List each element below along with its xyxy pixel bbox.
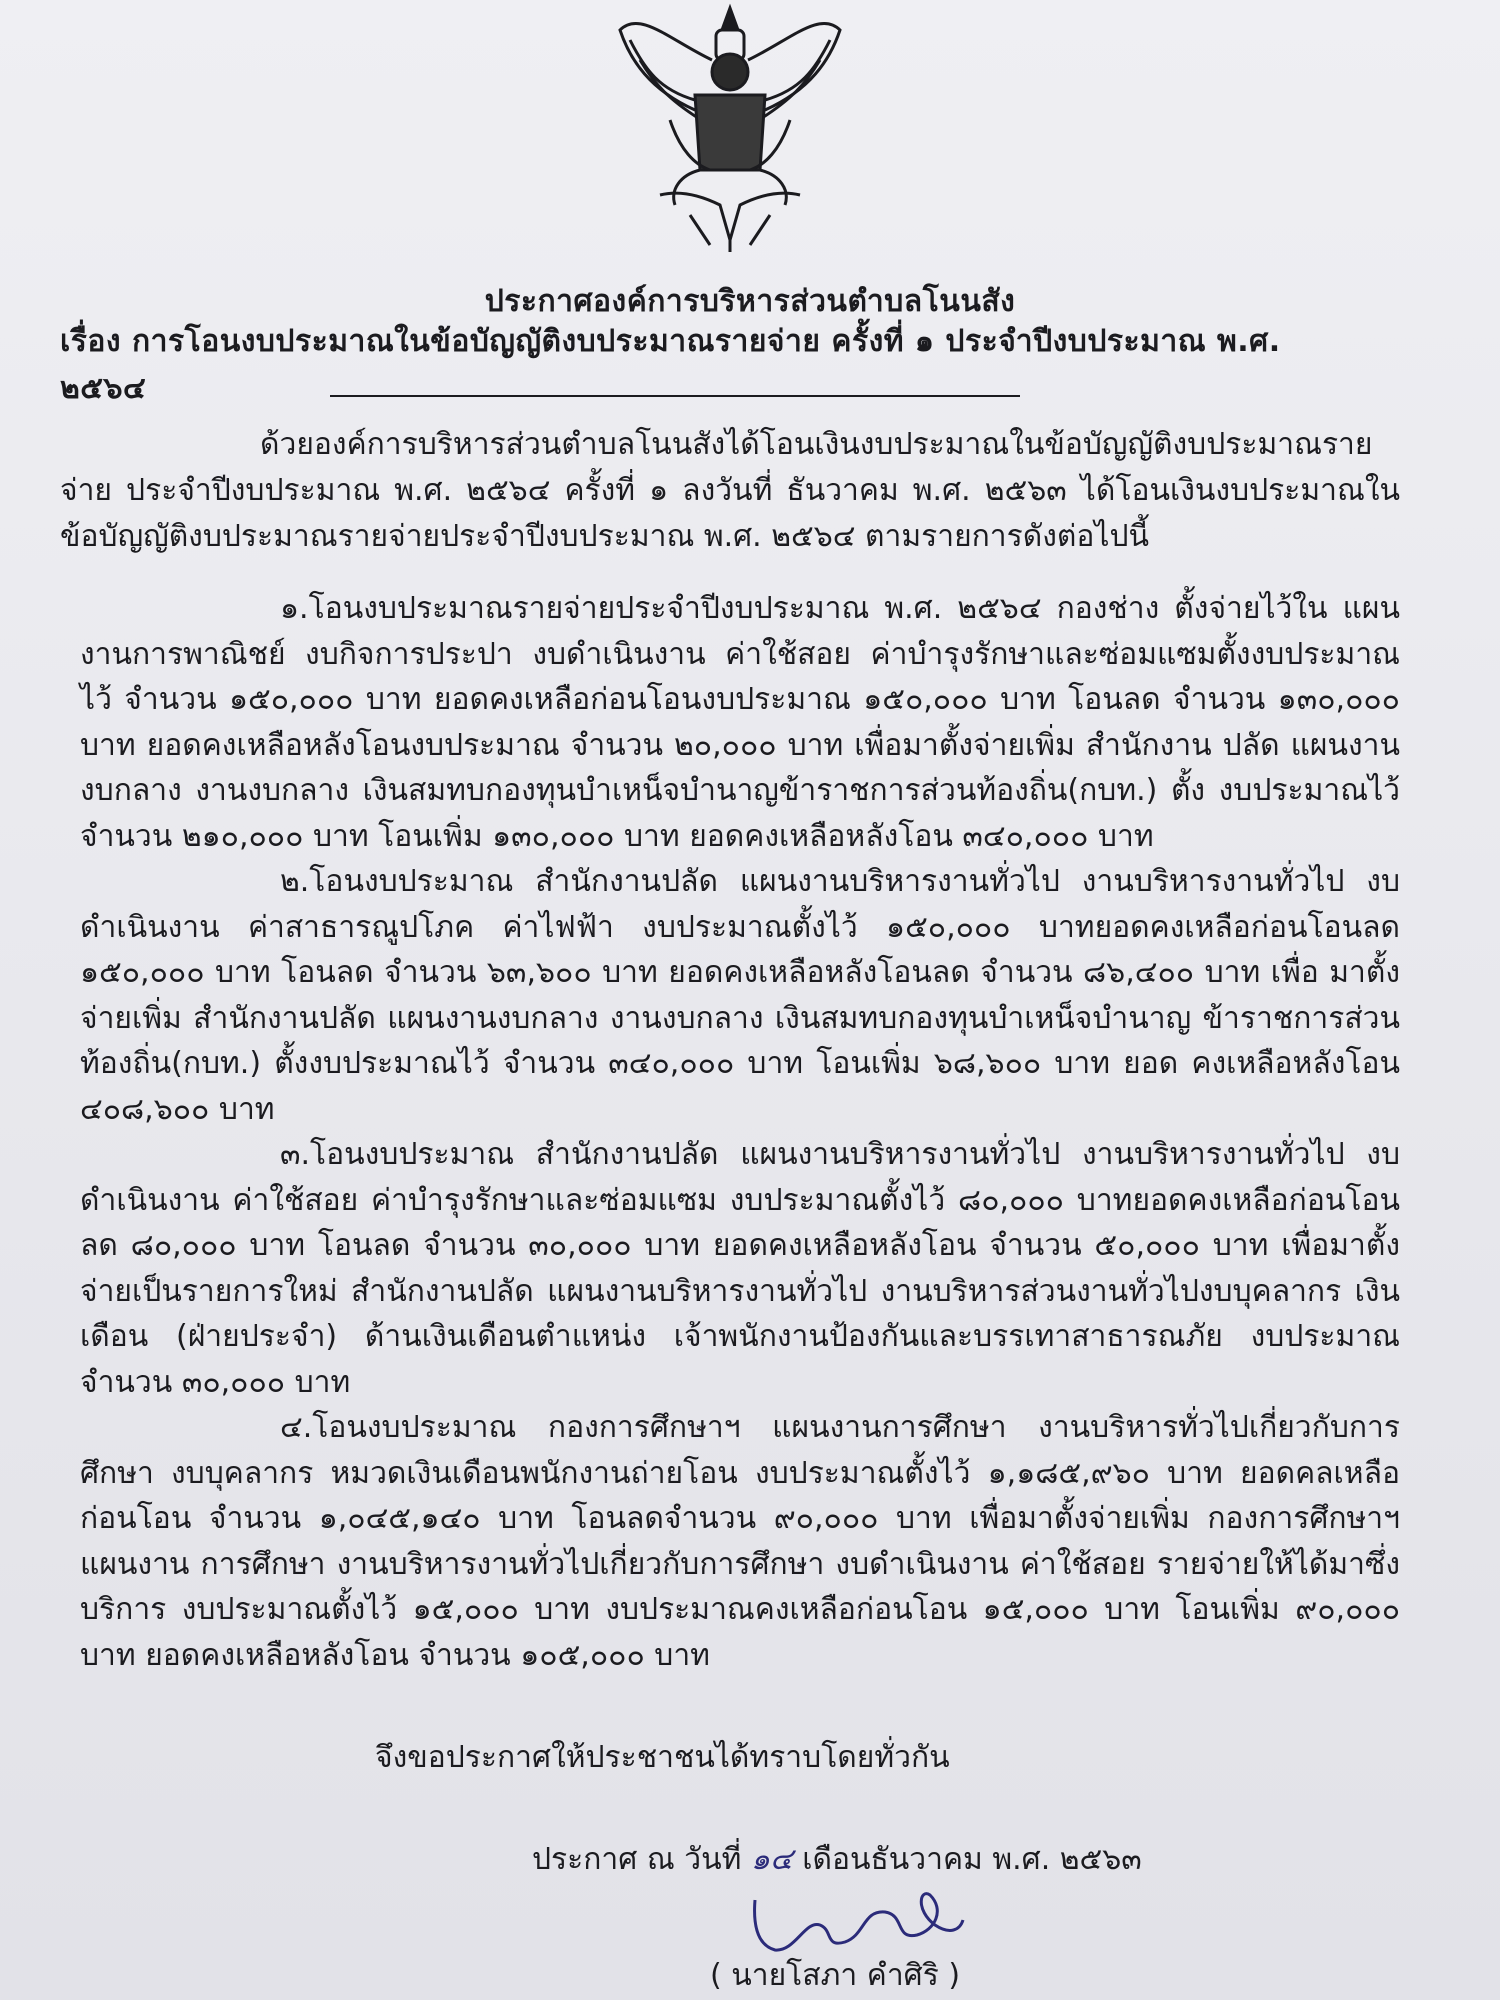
- transfer-item-1: ๑.โอนงบประมาณรายจ่ายประจำปีงบประมาณ พ.ศ. ๒๕๖๔ กองช่าง ตั้งจ่ายไว้ใน แผนงานการพาณิชย์ งบกิจการประปา งบดำเนินงาน ค่าใช้สอย ค่าบำรุงรักษาและซ่อมแซมตั้งงบประมาณ ไว้ จำนวน ๑๕๐,๐๐๐ บาท ยอดคงเหลือก่อนโอนงบประมาณ ๑๕๐,๐๐๐ บาท โอนลด จำนวน ๑๓๐,๐๐๐ บาท ยอดคงเหลือหลังโอนงบประมาณ จำนวน ๒๐,๐๐๐ บาท เพื่อมาตั้งจ่ายเพิ่ม สำนักงาน ปลัด แผนงานงบกลาง งานงบกลาง เงินสมทบกองทุนบำเหน็จบำนาญข้าราชการส่วนท้องถิ่น(กบท.) ตั้ง งบประมาณไว้ จำนวน ๒๑๐,๐๐๐ บาท โอนเพิ่ม ๑๓๐,๐๐๐ บาท ยอดคงเหลือหลังโอน ๓๔๐,๐๐๐ บาท: [80, 591, 1400, 854]
- transfer-item-2: ๒.โอนงบประมาณ สำนักงานปลัด แผนงานบริหารงานทั่วไป งานบริหารงานทั่วไป งบ ดำเนินงาน ค่าสาธารณูปโภค ค่าไฟฟ้า งบประมาณตั้งไว้ ๑๕๐,๐๐๐ บาทยอดคงเหลือก่อนโอนลด ๑๕๐,๐๐๐ บาท โอนลด จำนวน ๖๓,๖๐๐ บาท ยอดคงเหลือหลังโอนลด จำนวน ๘๖,๔๐๐ บาท เพื่อ มาตั้งจ่ายเพิ่ม สำนักงานปลัด แผนงานงบกลาง งานงบกลาง เงินสมทบกองทุนบำเหน็จบำนาญ ข้าราชการส่วนท้องถิ่น(กบท.) ตั้งงบประมาณไว้ จำนวน ๓๔๐,๐๐๐ บาท โอนเพิ่ม ๖๘,๖๐๐ บาท ยอด คงเหลือหลังโอน ๔๐๘,๖๐๐ บาท: [80, 864, 1400, 1127]
- intro-paragraph: [60, 422, 1400, 560]
- signer-name: ( นายโสภา คำศิริ ): [710, 1958, 961, 1993]
- transfer-item-4: ๔.โอนงบประมาณ กองการศึกษาฯ แผนงานการศึกษา งานบริหารทั่วไปเกี่ยวกับการศึกษา งบบุคลากร หมวดเงินเดือนพนักงานถ่ายโอน งบประมาณตั้งไว้ ๑,๑๘๕,๙๖๐ บาท ยอดคลเหลือก่อนโอน จำนวน ๑,๐๔๕,๑๔๐ บาท โอนลดจำนวน ๙๐,๐๐๐ บาท เพื่อมาตั้งจ่ายเพิ่ม กองการศึกษาฯ แผนงาน การศึกษา งานบริหารงานทั่วไปเกี่ยวกับการศึกษา งบดำเนินงาน ค่าใช้สอย รายจ่ายให้ได้มาซึ่งบริการ งบประมาณตั้งไว้ ๑๕,๐๐๐ บาท งบประมาณคงเหลือก่อนโอน ๑๕,๐๐๐ บาท โอนเพิ่ม ๙๐,๐๐๐ บาท ยอดคงเหลือหลังโอน จำนวน ๑๐๕,๐๐๐ บาท: [80, 1410, 1400, 1673]
- signature-icon: [745, 1880, 965, 1960]
- garuda-emblem-icon: [600, 0, 860, 255]
- date-rest: เดือนธันวาคม พ.ศ. ๒๕๖๓: [802, 1842, 1142, 1877]
- intro-text: ด้วยองค์การบริหารส่วนตำบลโนนสังได้โอนเงินงบประมาณในข้อบัญญัติงบประมาณรายจ่าย ประจำปีงบประมาณ พ.ศ. ๒๕๖๔ ครั้งที่ ๑ ลงวันที่ ธันวาคม พ.ศ. ๒๕๖๓ ได้โอนเงินงบประมาณใน ข้อบัญญัติงบประมาณรายจ่ายประจำปีงบประมาณ พ.ศ. ๒๕๖๔ ตามรายการดังต่อไปนี้: [60, 427, 1400, 554]
- announcement-date: [532, 1836, 1142, 1883]
- transfer-item-3: ๓.โอนงบประมาณ สำนักงานปลัด แผนงานบริหารงานทั่วไป งานบริหารงานทั่วไป งบ ดำเนินงาน ค่าใช้สอย ค่าบำรุงรักษาและซ่อมแซม งบประมาณตั้งไว้ ๘๐,๐๐๐ บาทยอดคงเหลือก่อนโอนลด ๘๐,๐๐๐ บาท โอนลด จำนวน ๓๐,๐๐๐ บาท ยอดคงเหลือหลังโอน จำนวน ๕๐,๐๐๐ บาท เพื่อมาตั้ง จ่ายเป็นรายการใหม่ สำนักงานปลัด แผนงานบริหารงานทั่วไป งานบริหารส่วนงานทั่วไปงบบุคลากร เงินเดือน (ฝ่ายประจำ) ด้านเงินเดือนตำแหน่ง เจ้าพนักงานป้องกันและบรรเทาสาธารณภัย งบประมาณ จำนวน ๓๐,๐๐๐ บาท: [80, 1137, 1400, 1400]
- title-divider: [330, 395, 1020, 397]
- closing-statement: จึงขอประกาศให้ประชาชนได้ทราบโดยทั่วกัน: [375, 1740, 950, 1775]
- announcement-subject: เรื่อง การโอนงบประมาณในข้อบัญญัติงบประมาณรายจ่าย ครั้งที่ ๑ ประจำปีงบประมาณ พ.ศ. ๒๕๖๔: [60, 324, 1281, 406]
- date-prefix: ประกาศ ณ วันที่: [532, 1842, 742, 1877]
- announcement-title: ประกาศองค์การบริหารส่วนตำบลโนนสัง: [484, 284, 1016, 319]
- transfer-items: [80, 586, 1400, 1678]
- date-day: ๑๔: [750, 1842, 793, 1877]
